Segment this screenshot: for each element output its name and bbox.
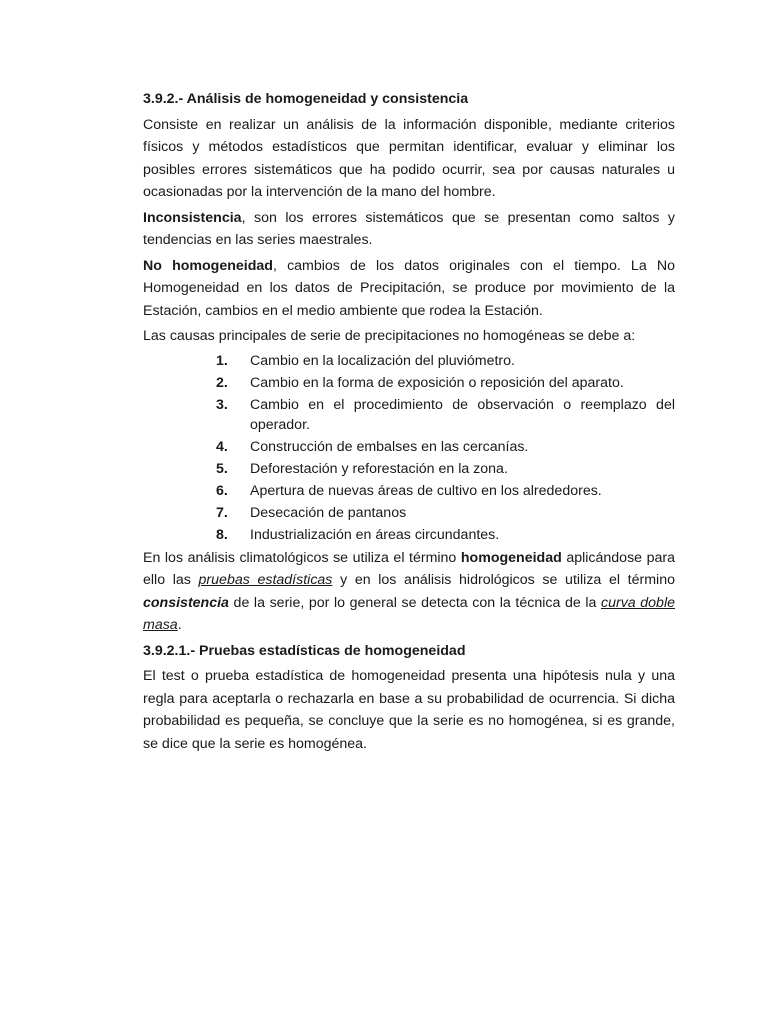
list-item-number: 7. bbox=[216, 504, 228, 521]
list-item-number: 1. bbox=[216, 352, 228, 369]
analysis-text-5: . bbox=[177, 617, 182, 633]
section-heading: 3.9.2.- Análisis de homogeneidad y consistencia bbox=[143, 91, 469, 107]
subsection-heading: 3.9.2.1.- Pruebas estadísticas de homogeneidad bbox=[143, 642, 466, 659]
test-paragraph: El test o prueba estadística de homogeneidad presenta una hipótesis nula y una regla para aceptarla o rechazarla en base a su probabilidad de ocurrencia. Si dicha probabilidad es pequeña, se concluye que la serie es no homogénea, si es grande, se dice que la serie es homogénea. bbox=[143, 668, 675, 752]
list-item bbox=[216, 373, 675, 393]
inconsistencia-text: , son los errores sistemáticos que se presentan como saltos y tendencias en las series maestrales. bbox=[143, 209, 675, 248]
list-item-number: 6. bbox=[216, 482, 228, 499]
list-item-text: Cambio en la localización del pluviómetro. bbox=[250, 352, 515, 369]
list-item bbox=[216, 437, 675, 457]
list-item bbox=[216, 481, 675, 501]
list-item-text: Apertura de nuevas áreas de cultivo en los alrededores. bbox=[250, 482, 602, 499]
inconsistencia-paragraph bbox=[143, 207, 675, 252]
list-item bbox=[216, 503, 675, 523]
analysis-text-3: y en los análisis hidrológicos se utiliza el término bbox=[332, 572, 675, 588]
list-item-number: 2. bbox=[216, 374, 228, 391]
no-homogeneidad-text: , cambios de los datos originales con el tiempo. La No Homogeneidad en los datos de Precipitación, se produce por movimiento de la Estación, cambios en el medio ambiente que rodea la Estación. bbox=[143, 257, 675, 319]
list-item-text: Cambio en la forma de exposición o reposición del aparato. bbox=[250, 374, 624, 391]
list-item bbox=[216, 351, 675, 371]
list-item-number: 4. bbox=[216, 438, 228, 455]
list-item-number: 8. bbox=[216, 526, 228, 543]
list-item-text: Desecación de pantanos bbox=[250, 504, 407, 521]
list-item-text: Industrialización en áreas circundantes. bbox=[250, 526, 500, 543]
consistencia-term: consistencia bbox=[143, 594, 229, 611]
homogeneidad-term: homogeneidad bbox=[460, 549, 562, 566]
list-item-number: 5. bbox=[216, 460, 228, 477]
causes-intro: Las causas principales de serie de precipitaciones no homogéneas se debe a: bbox=[143, 328, 636, 344]
list-item-number: 3. bbox=[216, 396, 228, 413]
analysis-text-2: aplicándose para ello las bbox=[143, 549, 675, 588]
intro-paragraph: Consiste en realizar un análisis de la información disponible, mediante criterios físicos y métodos estadísticos que permitan identificar, evaluar y eliminar los posibles errores sistemáticos que ha podido ocurrir, sea por causas naturales u ocasionadas por la intervención de la mano del hombre. bbox=[143, 116, 675, 200]
list-item-text: Deforestación y reforestación en la zona. bbox=[250, 460, 508, 477]
list-item bbox=[216, 525, 675, 545]
list-item bbox=[216, 395, 675, 435]
causes-list bbox=[143, 351, 675, 545]
inconsistencia-term: Inconsistencia bbox=[143, 209, 242, 226]
analysis-text-1: En los análisis climatológicos se utiliza el término bbox=[143, 549, 461, 566]
curva-doble-masa-link[interactable]: curva doble masa bbox=[143, 594, 675, 633]
analysis-paragraph bbox=[143, 547, 675, 637]
pruebas-estadisticas-link[interactable]: pruebas estadísticas bbox=[198, 572, 333, 588]
list-item-text: Construcción de embalses en las cercanías. bbox=[250, 438, 529, 455]
no-homogeneidad-term: No homogeneidad bbox=[143, 257, 273, 274]
document-page bbox=[143, 88, 675, 758]
list-item bbox=[216, 459, 675, 479]
analysis-text-4: de la serie, por lo general se detecta con la técnica de la bbox=[228, 594, 601, 611]
list-item-text: Cambio en el procedimiento de observación o reemplazo del operador. bbox=[250, 396, 675, 433]
no-homogeneidad-paragraph bbox=[143, 255, 675, 323]
